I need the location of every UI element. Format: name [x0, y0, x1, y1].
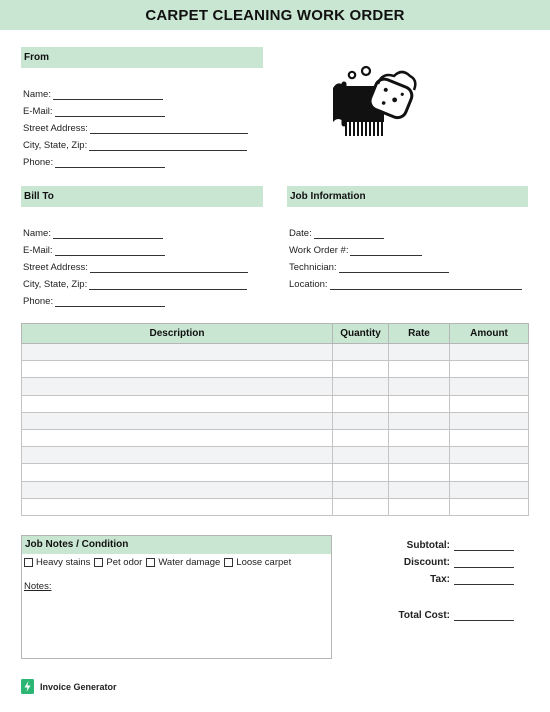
bill-city-label: City, State, Zip: [23, 279, 88, 290]
from-street-label: Street Address: [23, 123, 88, 134]
rate-cell[interactable] [389, 447, 450, 464]
checkbox-icon[interactable] [94, 558, 103, 567]
condition-checkboxes [22, 557, 331, 568]
description-cell[interactable] [22, 464, 333, 481]
quantity-cell[interactable] [333, 395, 389, 412]
table-row [22, 498, 529, 515]
table-row [22, 412, 529, 429]
checkbox-icon[interactable] [146, 558, 155, 567]
rate-cell[interactable] [389, 395, 450, 412]
total-cost-field[interactable] [350, 609, 514, 621]
table-row [22, 344, 529, 361]
amount-cell[interactable] [450, 498, 529, 515]
tax-label: Tax: [430, 574, 450, 585]
discount-label: Discount: [403, 557, 450, 568]
table-header-row [22, 324, 529, 344]
loose-carpet-label: Loose carpet [236, 557, 292, 568]
job-notes-heading: Job Notes / Condition [22, 536, 331, 554]
subtotal-label: Subtotal: [406, 540, 450, 551]
rate-cell[interactable] [389, 344, 450, 361]
bill-to-heading: Bill To [21, 186, 263, 207]
bill-name-label: Name: [23, 228, 51, 239]
tax-field[interactable] [350, 573, 514, 585]
quantity-cell[interactable] [333, 481, 389, 498]
description-header: Description [22, 324, 333, 344]
amount-cell[interactable] [450, 447, 529, 464]
rate-cell[interactable] [389, 361, 450, 378]
job-work-order-field[interactable] [289, 244, 422, 256]
bill-street-field[interactable] [23, 261, 248, 273]
from-phone-label: Phone: [23, 157, 54, 168]
quantity-cell[interactable] [333, 378, 389, 395]
table-row [22, 361, 529, 378]
description-cell[interactable] [22, 361, 333, 378]
bill-street-label: Street Address: [23, 262, 88, 273]
rate-cell[interactable] [389, 498, 450, 515]
table-row [22, 429, 529, 446]
job-date-label: Date: [289, 228, 312, 239]
from-city-field[interactable] [23, 139, 247, 151]
description-cell[interactable] [22, 498, 333, 515]
table-row [22, 447, 529, 464]
job-work-order-label: Work Order #: [289, 245, 349, 256]
bill-phone-field[interactable] [23, 295, 165, 307]
job-technician-field[interactable] [289, 261, 449, 273]
heavy-stains-label: Heavy stains [36, 557, 91, 568]
quantity-cell[interactable] [333, 344, 389, 361]
bill-phone-label: Phone: [23, 296, 54, 307]
notes-label: Notes: [24, 581, 52, 592]
bill-name-field[interactable] [23, 227, 163, 239]
rate-cell[interactable] [389, 412, 450, 429]
water-damage-checkbox[interactable] [146, 557, 220, 568]
quantity-cell[interactable] [333, 412, 389, 429]
checkbox-icon[interactable] [224, 558, 233, 567]
bill-city-field[interactable] [23, 278, 247, 290]
amount-cell[interactable] [450, 429, 529, 446]
from-heading: From [21, 47, 263, 68]
amount-cell[interactable] [450, 412, 529, 429]
description-cell[interactable] [22, 378, 333, 395]
bill-email-label: E-Mail: [23, 245, 53, 256]
quantity-cell[interactable] [333, 447, 389, 464]
from-city-label: City, State, Zip: [23, 140, 88, 151]
table-row [22, 395, 529, 412]
quantity-cell[interactable] [333, 464, 389, 481]
from-email-label: E-Mail: [23, 106, 53, 117]
page-title: CARPET CLEANING WORK ORDER [145, 6, 405, 24]
description-cell[interactable] [22, 344, 333, 361]
total-cost-label: Total Cost: [398, 610, 450, 621]
footer-brand-label: Invoice Generator [40, 681, 117, 692]
rate-cell[interactable] [389, 464, 450, 481]
job-date-field[interactable] [289, 227, 384, 239]
bill-email-field[interactable] [23, 244, 165, 256]
water-damage-label: Water damage [158, 557, 221, 568]
loose-carpet-checkbox[interactable] [224, 557, 291, 568]
rate-cell[interactable] [389, 481, 450, 498]
from-email-field[interactable] [23, 105, 165, 117]
pet-odor-label: Pet odor [106, 557, 143, 568]
carpet-cleaning-icon [330, 64, 418, 144]
quantity-cell[interactable] [333, 498, 389, 515]
job-notes-box [21, 535, 332, 659]
quantity-cell[interactable] [333, 429, 389, 446]
amount-cell[interactable] [450, 395, 529, 412]
pet-odor-checkbox[interactable] [94, 557, 142, 568]
description-cell[interactable] [22, 429, 333, 446]
description-cell[interactable] [22, 412, 333, 429]
job-location-field[interactable] [289, 278, 522, 290]
job-location-label: Location: [289, 279, 328, 290]
amount-cell[interactable] [450, 344, 529, 361]
job-technician-label: Technician: [289, 262, 337, 273]
rate-cell[interactable] [389, 429, 450, 446]
quantity-cell[interactable] [333, 361, 389, 378]
heavy-stains-checkbox[interactable] [24, 557, 90, 568]
from-name-label: Name: [23, 89, 51, 100]
checkbox-icon[interactable] [24, 558, 33, 567]
from-phone-field[interactable] [23, 156, 165, 168]
amount-header: Amount [450, 324, 529, 344]
amount-cell[interactable] [450, 481, 529, 498]
rate-header: Rate [389, 324, 450, 344]
items-table [21, 323, 529, 516]
footer-brand[interactable] [21, 679, 117, 694]
amount-cell[interactable] [450, 361, 529, 378]
subtotal-field[interactable] [350, 539, 514, 551]
table-row [22, 481, 529, 498]
amount-cell[interactable] [450, 464, 529, 481]
from-name-field[interactable] [23, 88, 163, 100]
table-row [22, 378, 529, 395]
description-cell[interactable] [22, 481, 333, 498]
description-cell[interactable] [22, 395, 333, 412]
amount-cell[interactable] [450, 378, 529, 395]
from-street-field[interactable] [23, 122, 248, 134]
invoice-generator-logo-icon [21, 679, 34, 694]
quantity-header: Quantity [333, 324, 389, 344]
rate-cell[interactable] [389, 378, 450, 395]
discount-field[interactable] [350, 556, 514, 568]
table-row [22, 464, 529, 481]
job-info-heading: Job Information [287, 186, 528, 207]
description-cell[interactable] [22, 447, 333, 464]
title-bar [0, 0, 550, 30]
